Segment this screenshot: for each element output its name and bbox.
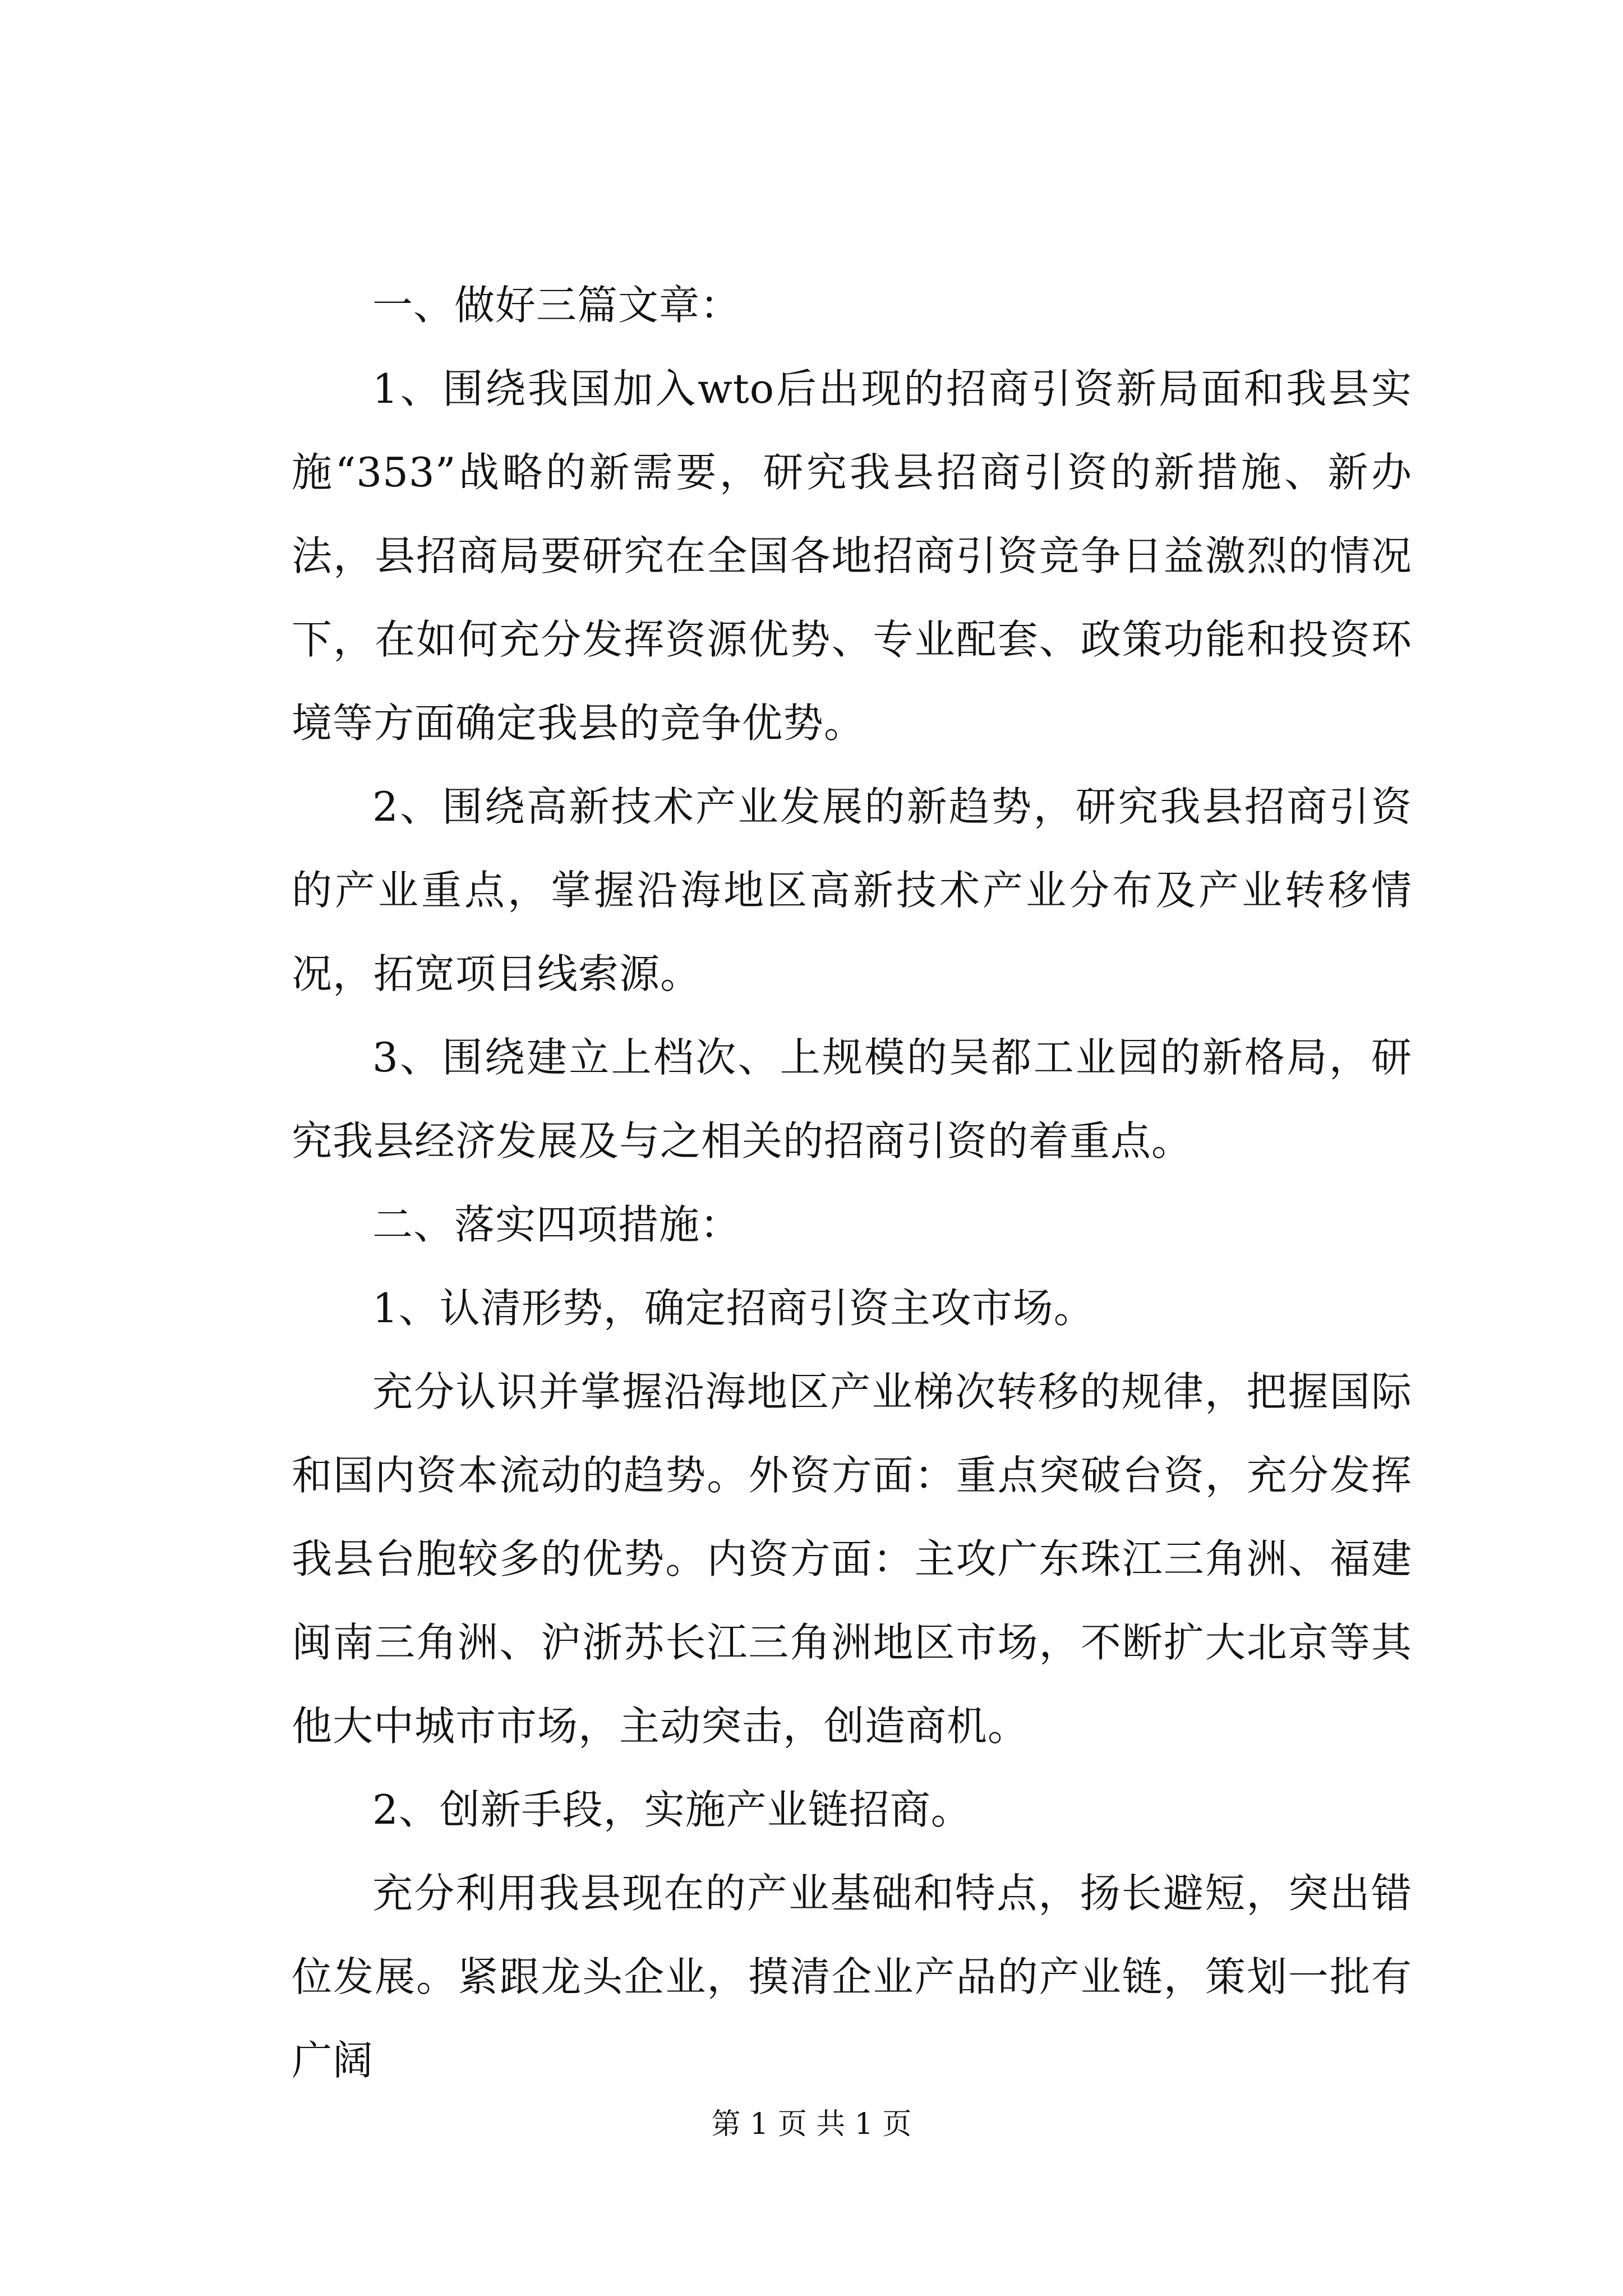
- paragraph-item-2: 2、围绕高新技术产业发展的新趋势，研究我县招商引资的产业重点，掌握沿海地区高新技术产业分布及产业转移情况，拓宽项目线索源。: [292, 783, 1412, 997]
- heading-section-two: 二、落实四项措施：: [372, 1201, 741, 1248]
- subheading-measure-2: 2、创新手段，实施产业链招商。: [372, 1786, 972, 1833]
- paragraph-measure-1-body: 充分认识并掌握沿海地区产业梯次转移的规律，把握国际和国内资本流动的趋势。外资方面：重点突破台资，充分发挥我县台胞较多的优势。内资方面：主攻广东珠江三角洲、福建闽南三角洲、沪浙苏长江三角洲地区市场，不断扩大北京等其他大中城市市场，主动突击，创造商机。: [292, 1368, 1412, 1750]
- heading-section-one: 一、做好三篇文章：: [372, 282, 741, 329]
- paragraph-item-1: 1、围绕我国加入wto后出现的招商引资新局面和我县实施“353”战略的新需要，研究我县招商引资的新措施、新办法，县招商局要研究在全国各地招商引资竞争日益激烈的情况下，在如何充分发挥资源优势、专业配套、政策功能和投资环境等方面确定我县的竞争优势。: [292, 365, 1412, 747]
- paragraph-item-3: 3、围绕建立上档次、上规模的吴都工业园的新格局，研究我县经济发展及与之相关的招商引资的着重点。: [292, 1034, 1412, 1165]
- paragraph-measure-2-body: 充分利用我县现在的产业基础和特点，扬长避短，突出错位发展。紧跟龙头企业，摸清企业产品的产业链，策划一批有广阔: [292, 1870, 1412, 2084]
- document-body: [292, 264, 1412, 2102]
- page-footer: 第 1 页 共 1 页: [711, 2108, 912, 2141]
- subheading-measure-1: 1、认清形势，确定招商引资主攻市场。: [372, 1285, 1095, 1332]
